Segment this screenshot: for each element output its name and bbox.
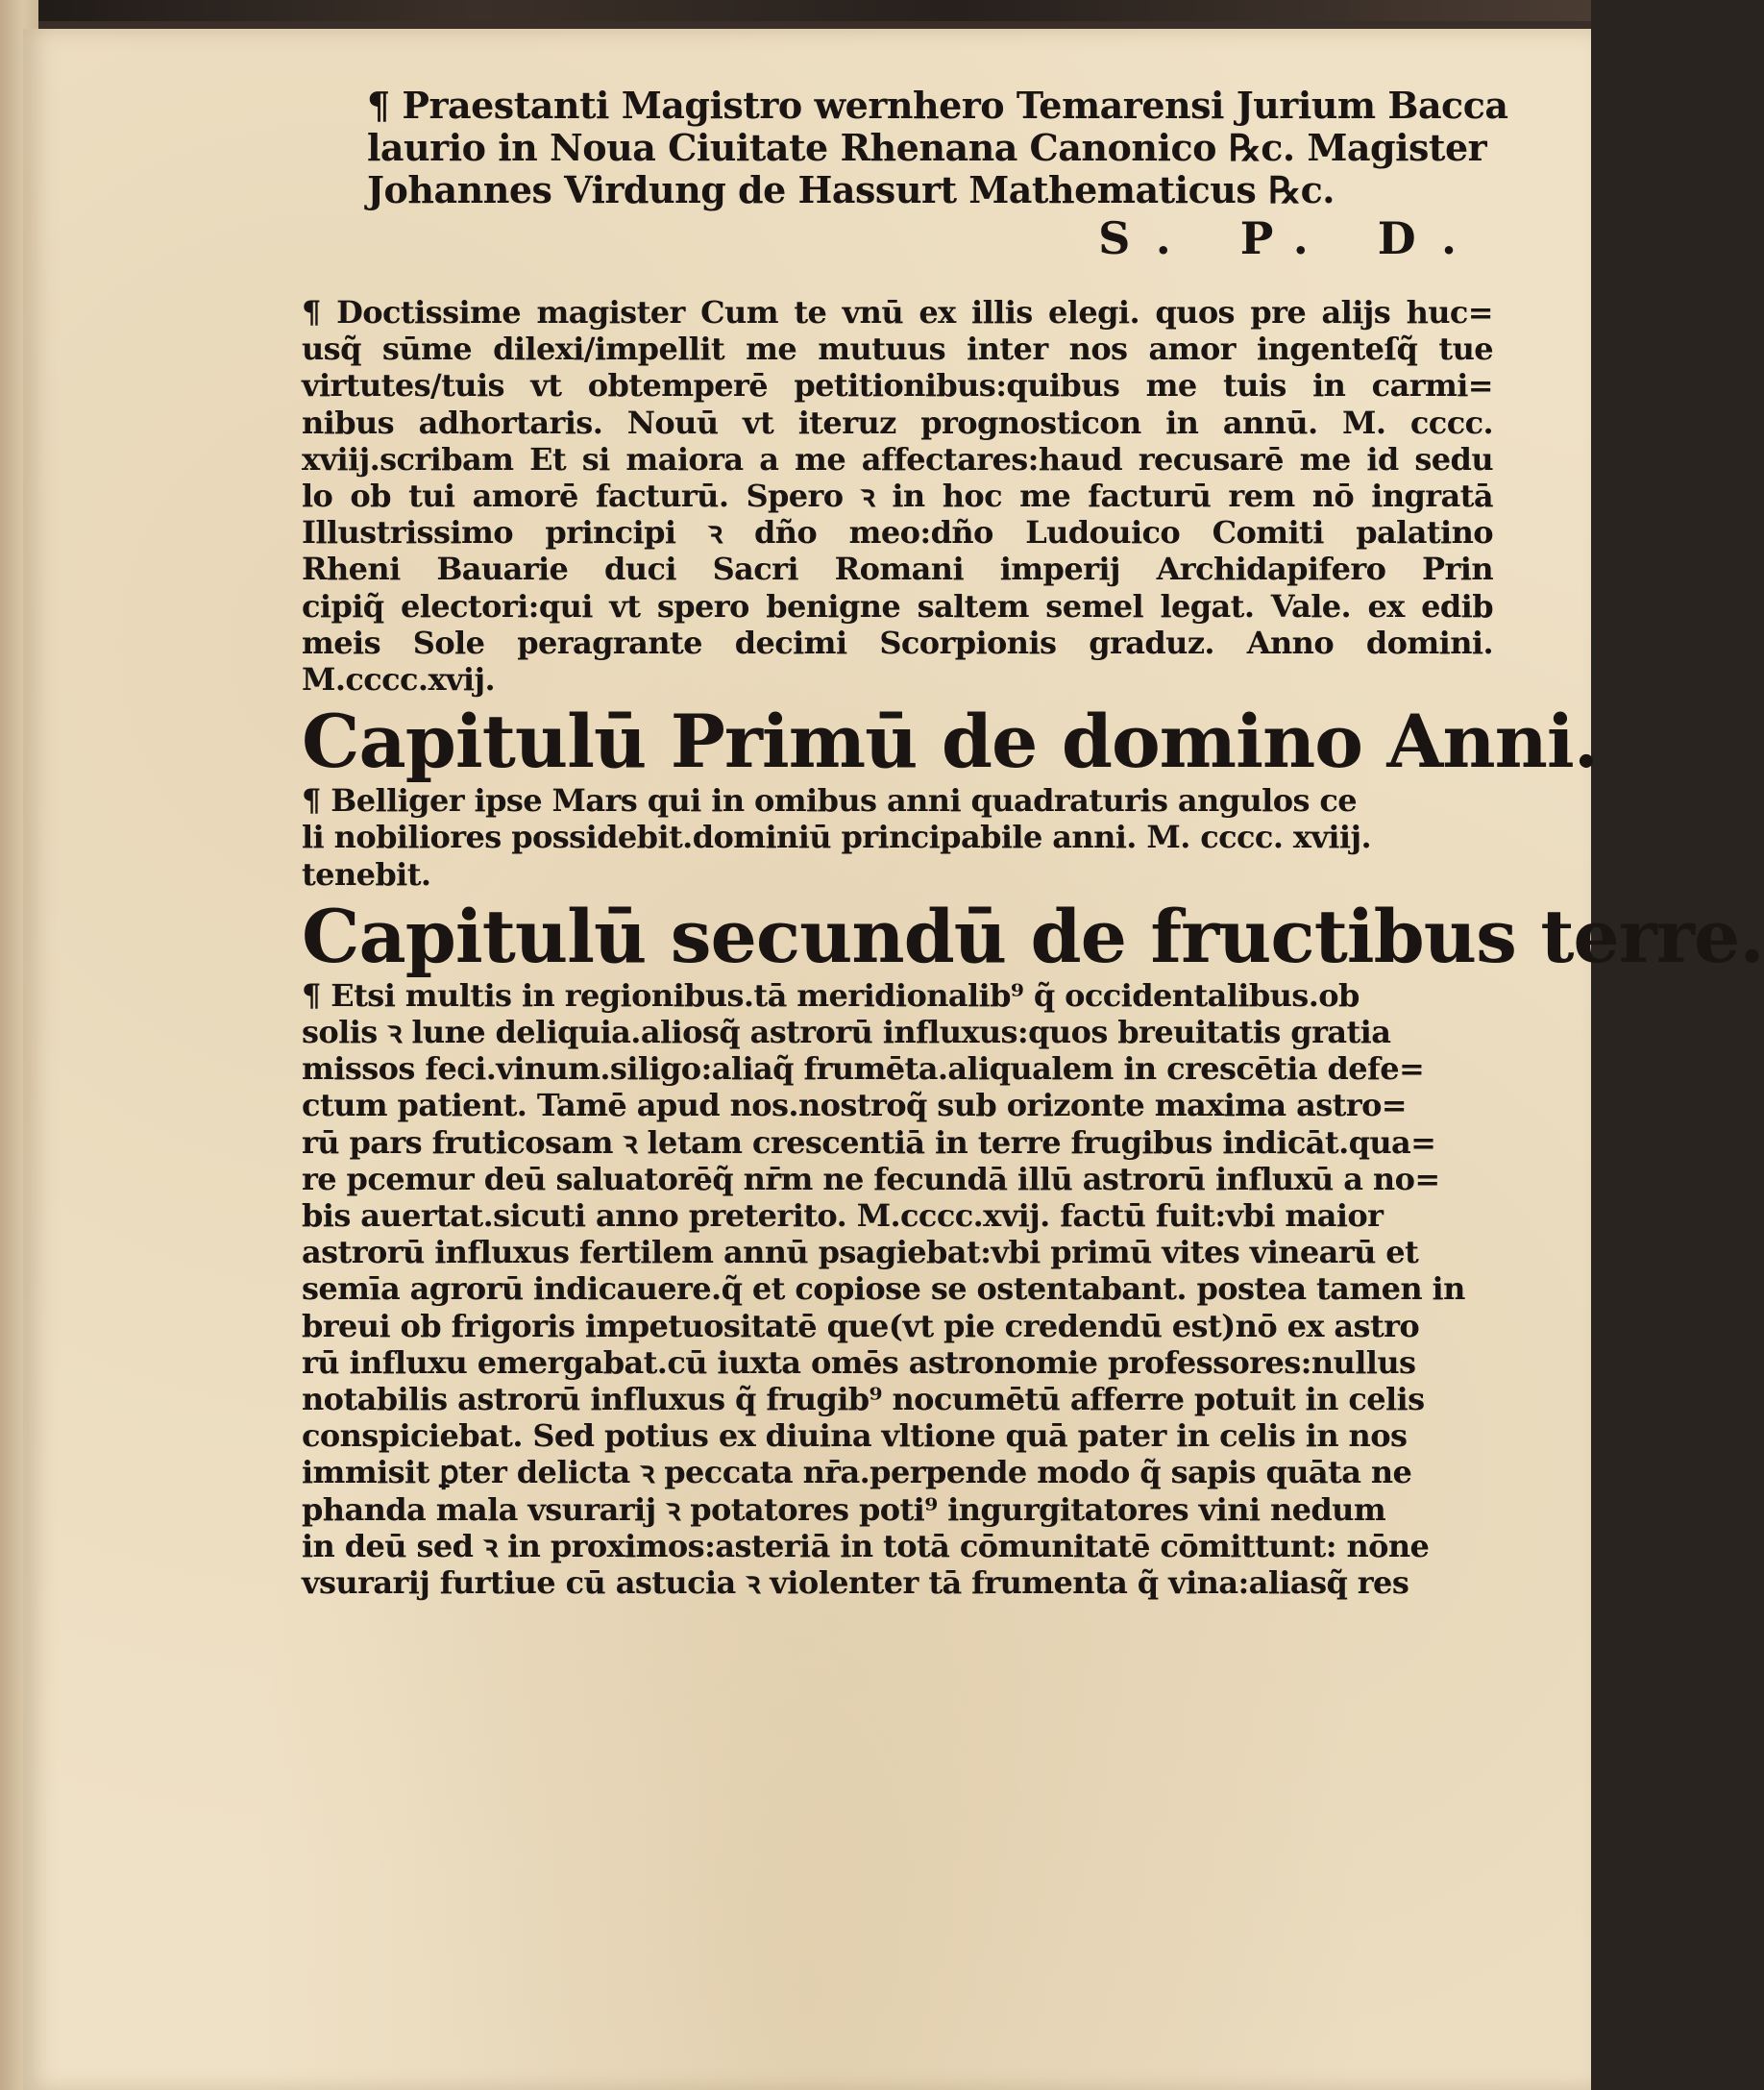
letter-line: virtutes/tuis vt obtemperē petitionibus:quibus me tuis in carmi=: [302, 367, 1493, 405]
letter-line: Illustrissimo principi ꝛ dño meo:dño Ludouico Comiti palatino: [302, 514, 1493, 552]
letter-line: cipiq̃ electori:qui vt spero benigne saltem semel legat. Vale. ex edib: [302, 587, 1493, 625]
letter-line: usq̃ sūme dilexi/impellit me mutuus inter nos amor ingenteſq̃ tue: [302, 331, 1493, 368]
chapter-1-line: tenebit.: [302, 855, 431, 893]
chapter-1-line: li nobiliores possidebit.dominiū principabile anni. M. cccc. xviij.: [302, 819, 1372, 856]
bleed-through-marks: [196, 432, 234, 1201]
chapter-2-line: in deū sed ꝛ in proximos:asteriā in totā cōmunitatē cōmittunt: nōne: [302, 1527, 1430, 1564]
chapter-2-line: bis auertat.sicuti anno preterito. M.cccc.xvij. factū fuit:vbi maior: [302, 1197, 1384, 1235]
chapter-2-line: vsurarij furtiue cū astucia ꝛ violenter tā frumenta q̃ vina:aliasq̃ res: [302, 1564, 1409, 1602]
chapter-2-line: ctum patient. Tamē apud nos.nostroq̃ sub orizonte maxima astro=: [302, 1087, 1408, 1124]
chapter-2-line: conspiciebat. Sed potius ex diuina vltione quā pater in celis in nos: [302, 1417, 1408, 1455]
chapter-2-line: missos feci.vinum.siligo:aliaq̃ frumēta.aliqualem in crescētia defe=: [302, 1050, 1425, 1088]
chapter-2-line: astrorū influxus fertilem annū psagiebat:vbi primū vites vinearū et: [302, 1234, 1419, 1271]
chapter-1-title: Capitulū Primū de domino Anni.: [302, 699, 1599, 785]
letter-line: Rheni Bauarie duci Sacri Romani imperij Archidapifero Prin: [302, 551, 1493, 588]
chapter-2-title: Capitulū secundū de fructibus terre.: [302, 893, 1764, 979]
paper-page: [23, 29, 1764, 2090]
dedication-line-3: Johannes Virdung de Hassurt Mathematicus ℞c.: [367, 168, 1335, 211]
chapter-2-line: rū influxu emergabat.cū iuxta omēs astronomie professores:nullus: [302, 1343, 1416, 1381]
chapter-2-line: semīa agrorū indicauere.q̃ et copiose se ostentabant. postea tamen in: [302, 1270, 1465, 1308]
chapter-1-line: ¶ Belliger ipse Mars qui in omibus anni quadraturis angulos ce: [302, 782, 1358, 820]
letter-line: nibus adhortaris. Nouū vt iteruz prognosticon in annū. M. cccc.: [302, 404, 1493, 441]
chapter-2-line: immisit ꝑter delicta ꝛ peccata nr̄a.perpende modo q̃ sapis quāta ne: [302, 1454, 1412, 1491]
chapter-2-line: phanda mala vsurarij ꝛ potatores poti⁹ ingurgitatores vini nedum: [302, 1490, 1386, 1528]
chapter-2-line: re pcemur deū saluatorēq̃ nr̄m ne fecundā illū astrorū influxū a no=: [302, 1160, 1440, 1197]
cover-edge: [0, 0, 1591, 21]
chapter-2-line: ¶ Etsi multis in regionibus.tā meridionalib⁹ q̃ occidentalibus.ob: [302, 976, 1360, 1014]
chapter-2-line: notabilis astrorū influxus q̃ frugib⁹ nocumētū afferre potuit in celis: [302, 1381, 1425, 1418]
dedication-line-2: laurio in Noua Ciuitate Rhenana Canonico ℞c. Magister: [367, 126, 1487, 169]
chapter-1-paragraph: [302, 782, 1493, 893]
letter-line: lo ob tui amorē facturū. Spero ꝛ in hoc me facturū rem nō ingratā: [302, 478, 1493, 515]
chapter-2-line: breui ob frigoris impetuositatē que(vt pie credendū est)nō ex astro: [302, 1307, 1420, 1344]
chapter-2-line: rū pars fruticosam ꝛ letam crescentiā in terre frugibus indicāt.qua=: [302, 1123, 1436, 1161]
letter-line: xviij.scribam Et si maiora a me affectares:haud recusarē me id sedu: [302, 440, 1493, 478]
letter-paragraph: [302, 294, 1493, 698]
chapter-2-line: solis ꝛ lune deliquia.aliosq̃ astrorū influxus:quos breuitatis gratia: [302, 1014, 1391, 1051]
letter-line: M.cccc.xvij.: [302, 661, 495, 699]
dedication-line-1: ¶ Praestanti Magistro wernhero Temarensi Jurium Bacca: [367, 84, 1508, 127]
text-block: [302, 84, 1764, 1602]
salutation: S. P. D.: [1098, 212, 1483, 264]
chapter-2-paragraph: [302, 977, 1493, 1601]
letter-line: meis Sole peragrante decimi Scorpionis graduz. Anno domini.: [302, 624, 1493, 661]
letter-line: ¶ Doctissime magister Cum te vnū ex illis elegi. quos pre alijs huc=: [302, 294, 1493, 331]
